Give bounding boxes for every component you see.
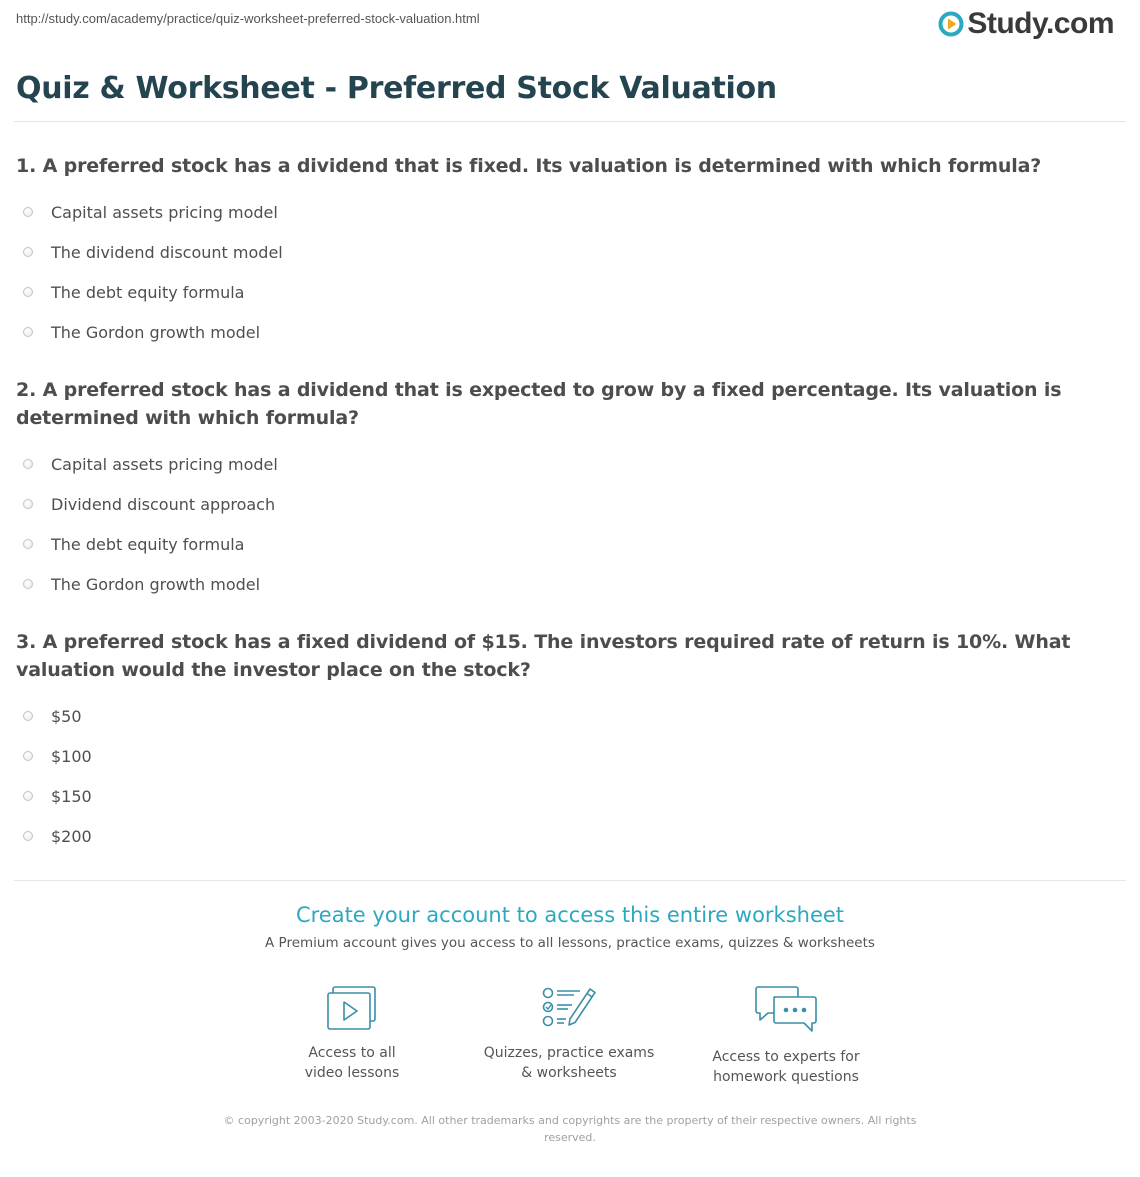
option-label: Capital assets pricing model (51, 202, 278, 222)
answer-option[interactable] (16, 696, 1116, 736)
question-1 (16, 152, 1116, 352)
radio-button[interactable] (23, 459, 33, 469)
answer-option[interactable] (16, 312, 1116, 352)
radio-button[interactable] (23, 247, 33, 257)
radio-button[interactable] (23, 751, 33, 761)
question-text: 3. A preferred stock has a fixed dividend of $15. The investors required rate of return is 10%. What valuation would the investor place on the stock? (16, 631, 1071, 681)
feature-label (459, 1043, 679, 1083)
copyright-footer (0, 1112, 1140, 1146)
cta-divider (14, 880, 1126, 881)
answer-option[interactable] (16, 776, 1116, 816)
option-label: The debt equity formula (51, 282, 245, 302)
option-label: $150 (51, 786, 92, 806)
answer-option[interactable] (16, 564, 1116, 604)
question-2 (16, 376, 1116, 604)
answer-option[interactable] (16, 816, 1116, 856)
feature-label-line: Quizzes, practice exams (483, 1045, 655, 1061)
answer-options (16, 192, 1116, 352)
option-label: The debt equity formula (51, 534, 245, 554)
radio-button[interactable] (23, 831, 33, 841)
option-label: Capital assets pricing model (51, 454, 278, 474)
option-label: The dividend discount model (51, 242, 283, 262)
question-text: 1. A preferred stock has a dividend that is fixed. Its valuation is determined with which formula? (16, 155, 1042, 177)
answer-option[interactable] (16, 444, 1116, 484)
radio-button[interactable] (23, 327, 33, 337)
answer-option[interactable] (16, 524, 1116, 564)
answer-options (16, 696, 1116, 856)
radio-button[interactable] (23, 791, 33, 801)
radio-button[interactable] (23, 579, 33, 589)
option-label: $100 (51, 746, 92, 766)
play-circle-icon (938, 11, 964, 37)
chat-bubbles-icon (754, 985, 818, 1035)
option-label: $200 (51, 826, 92, 846)
radio-button[interactable] (23, 539, 33, 549)
question-text: 2. A preferred stock has a dividend that is expected to grow by a fixed percentage. Its valuation is determined with which formula? (16, 379, 1062, 429)
answer-option[interactable] (16, 192, 1116, 232)
radio-button[interactable] (23, 207, 33, 217)
feature-label-line: Access to all (308, 1045, 396, 1061)
option-label: The Gordon growth model (51, 574, 261, 594)
feature-label-line: homework questions (713, 1069, 859, 1085)
option-label: $50 (51, 706, 82, 726)
feature-quizzes (459, 985, 679, 1083)
option-label: Dividend discount approach (51, 494, 276, 514)
feature-label-line: Access to experts for (712, 1049, 860, 1065)
signup-cta (0, 903, 1140, 951)
radio-button[interactable] (23, 287, 33, 297)
feature-label (676, 1047, 896, 1087)
top-bar (16, 0, 1124, 58)
option-label: The Gordon growth model (51, 322, 261, 342)
page-title: Quiz & Worksheet - Preferred Stock Valuation (16, 71, 777, 106)
title-divider (14, 121, 1126, 122)
answer-option[interactable] (16, 736, 1116, 776)
answer-options (16, 444, 1116, 604)
copyright-line: reserved. (544, 1131, 596, 1144)
question-3 (16, 628, 1116, 856)
feature-label-line: video lessons (304, 1065, 400, 1081)
quiz-checklist-icon (540, 985, 598, 1031)
page-url: http://study.com/academy/practice/quiz-worksheet-preferred-stock-valuation.html (16, 11, 480, 26)
cta-title-link[interactable]: Create your account to access this entire worksheet (295, 903, 845, 927)
copyright-line: © copyright 2003-2020 Study.com. All other trademarks and copyrights are the property of their respective owners. All rights (223, 1114, 917, 1127)
radio-button[interactable] (23, 711, 33, 721)
cta-subtitle: A Premium account gives you access to all lessons, practice exams, quizzes & worksheets (265, 935, 875, 951)
logo-text: Study.com (967, 7, 1114, 40)
feature-label-line: & worksheets (521, 1065, 617, 1081)
feature-video-lessons (242, 985, 462, 1083)
study-logo[interactable] (938, 8, 1114, 40)
feature-label (242, 1043, 462, 1083)
video-lessons-icon (326, 985, 378, 1031)
answer-option[interactable] (16, 232, 1116, 272)
answer-option[interactable] (16, 484, 1116, 524)
feature-experts (676, 985, 896, 1087)
answer-option[interactable] (16, 272, 1116, 312)
radio-button[interactable] (23, 499, 33, 509)
